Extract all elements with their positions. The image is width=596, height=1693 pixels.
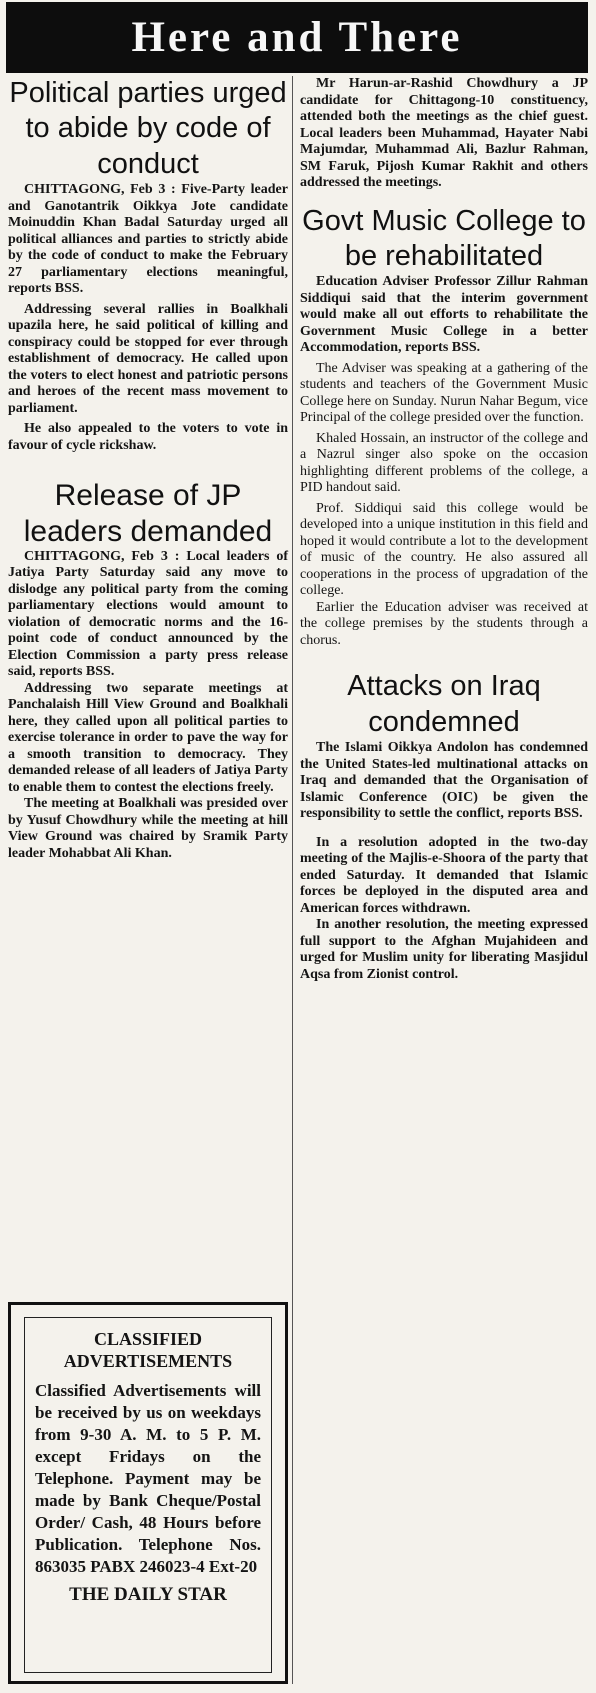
article-paragraph: Mr Harun-ar-Rashid Chowdhury a JP candidate for Chittagong-10 constituency, attended both the meetings as the chief guest. Local leaders been Muhammad, Hayater Nabi Majumdar, Muhammad Ali, Bazlur Rahman, SM Faruk, Pijosh Kumar Rakhit and others addressed the meetings. (300, 76, 588, 190)
article-paragraph: Addressing two separate meetings at Panchalaish Hill View Ground and Boalkhali here, they called upon all political parties to exercise tolerance in order to pave the way for a smooth transition to democracy. They demanded release of all leaders of Jatiya Party to enable them to contest the elections freely. (8, 680, 288, 795)
article-paragraph: Earlier the Education adviser was received at the college premises by the students through a chorus. (300, 599, 588, 648)
masthead (6, 2, 588, 73)
left-column (8, 76, 288, 862)
article-paragraph: CHITTAGONG, Feb 3 : Local leaders of Jatiya Party Saturday said any move to dislodge any political party from the coming parliamentary elections would amount to violation of democratic norms and the 16-point code of conduct announced by the Election Commission a party press release said, reports BSS. (8, 548, 288, 680)
article-paragraph: Education Adviser Professor Zillur Rahman Siddiqui said that the interim government would make all out efforts to rehabilitate the Government Music College in a better Accommodation, reports BSS. (300, 274, 588, 356)
column-divider (292, 76, 293, 1684)
classified-ad-inner (24, 1317, 272, 1673)
classified-body: Classified Advertisements will be received by us on weekdays from 9-30 A. M. to 5 P. M. except Fridays on the Telephone. Payment may be made by Bank Cheque/Postal Order/ Cash, 48 Hours before Publication. Telephone Nos. 863035 PABX 246023-4 Ext-20 (35, 1381, 261, 1576)
article-paragraph: CHITTAGONG, Feb 3 : Five-Party leader and Ganotantrik Oikkya Jote candidate Moinuddin Khan Badal Saturday urged all political alliances and parties to strictly abide by the code of conduct to make the February 27 parliamentary elections meaningful, reports BSS. (8, 182, 288, 297)
masthead-title: Here and There (131, 14, 463, 61)
headline-release-jp-leaders: Release of JP leaders demanded (23, 479, 273, 548)
article-paragraph: The Adviser was speaking at a gathering of the students and teachers of the Government Music College here on Sunday. Nurun Nahar Begum, vice Principal of the college presided over the function. (300, 360, 588, 426)
article-paragraph: The meeting at Boalkhali was presided over by Yusuf Chowdhury while the meeting at hill View Ground was chaired by Sramik Party leader Mohabbat Ali Khan. (8, 796, 288, 861)
article-paragraph: He also appealed to the voters to vote in favour of cycle rickshaw. (8, 421, 288, 453)
article-paragraph: The Islami Oikkya Andolon has condemned the United States-led multinational attacks on Iraq and demanded that the Organisation of Islamic Conference (OIC) be given the responsibility to settle the conflict, reports BSS. (300, 740, 588, 821)
classified-title: CLASSIFIED (93, 1329, 203, 1349)
headline-political-parties: Political parties urged to abide by code of conduct (9, 77, 287, 180)
headline-attacks-on-iraq: Attacks on Iraq condemned (347, 670, 541, 738)
classified-ad-box (8, 1302, 288, 1684)
classified-subtitle: ADVERTISEMENTS (63, 1351, 233, 1371)
article-paragraph: In another resolution, the meeting expressed full support to the Afghan Mujahideen and urged for Muslim unity for liberating Masjidul Aqsa from Zionist control. (300, 917, 588, 982)
article-paragraph: Prof. Siddiqui said this college would be developed into a unique institution in this field and hoped it would contribute a lot to the development of music of the country. He also assured all cooperations in the process of upgradation of the college. (300, 500, 588, 599)
classified-footer: THE DAILY STAR (69, 1584, 227, 1605)
article-paragraph: Khaled Hossain, an instructor of the college and a Nazrul singer also spoke on the occasion highlighting different problems of the college, a PID handout said. (300, 430, 588, 496)
article-paragraph: In a resolution adopted in the two-day meeting of the Majlis-e-Shoora of the party that ended Saturday. It demanded that Islamic forces be deployed in the disputed area and American forces withdrawn. (300, 834, 588, 916)
article-paragraph: Addressing several rallies in Boalkhali upazila here, he said political of killing and conspiracy could be stopped for ever through establishment of democracy. He called upon the voters to elect honest and patriotic persons and heroes of the recent mass movement to parliament. (8, 301, 288, 416)
right-column (300, 76, 588, 983)
headline-music-college: Govt Music College to be rehabilitated (302, 204, 586, 272)
